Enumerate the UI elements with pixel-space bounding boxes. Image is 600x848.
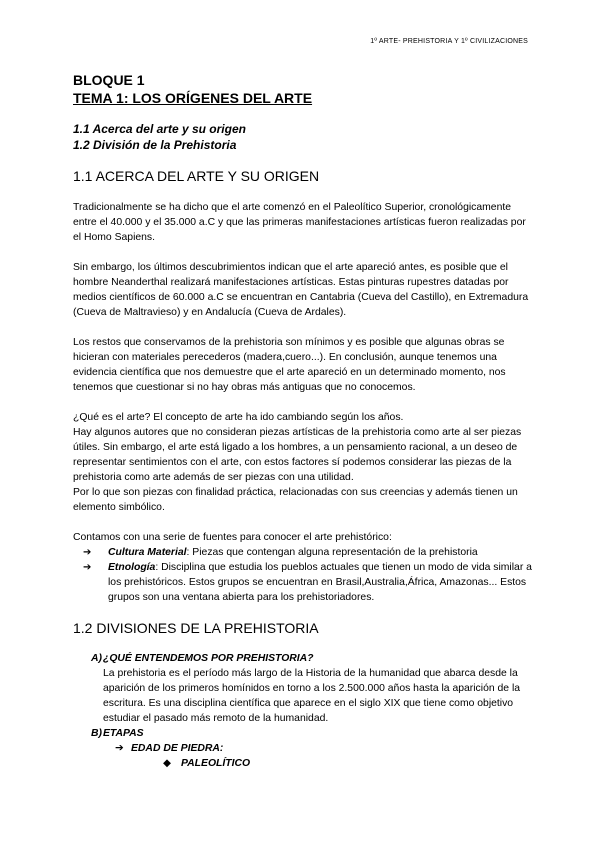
paragraph: Los restos que conservamos de la prehistoria son mínimos y es posible que algunas obras se hicieran con materiales perecederos (madera,cuero...). En conclusión, aunque tenemos una evidencia científica que nos demuestre que el arte apareció en un determinado momento, nos tenemos que cuestionar si no hay obras más antiguas que no conocemos.: [73, 337, 506, 393]
paragraph: ¿Qué es el arte? El concepto de arte ha ido cambiando según los años.: [73, 412, 404, 423]
source-term: Cultura Material: [108, 547, 187, 558]
subsection-title: ETAPAS: [103, 728, 144, 739]
paragraph: Sin embargo, los últimos descubrimientos indican que el arte apareció antes, es posible que el hombre Neanderthal realizará manifestaciones artísticas. Estas pinturas rupestres datadas por medios científicos de 60.000 a.C se encuentran en Cantabria (Cueva del Castillo), en Extremadura (Cueva de Maltravieso) y en Andalucía (Cueva de Ardales).: [73, 262, 529, 318]
bloque-title: BLOQUE 1: [73, 72, 145, 88]
tema-title: TEMA 1: LOS ORÍGENES DEL ARTE: [73, 90, 313, 106]
list-item: [73, 756, 533, 771]
running-header: 1º ARTE- PREHISTORIA Y 1º CIVILIZACIONES: [370, 38, 528, 45]
subsection-marker: A): [91, 653, 102, 664]
paragraph: Hay algunos autores que no consideran piezas artísticas de la prehistoria como arte al ser piezas útiles. Sin embargo, el arte está ligado a los hombres, a un pensamiento racional, a un deseo de representar sentimientos con el arte, con estos factores sí podemos considerar las piezas de la prehistoria como arte además de ser piezas con una utilidad.: [73, 427, 522, 483]
list-item: [73, 545, 533, 560]
edad-label: EDAD DE PIEDRA:: [131, 743, 224, 754]
source-text: : Piezas que contengan alguna representación de la prehistoria: [186, 547, 478, 558]
table-of-contents: [73, 121, 533, 153]
paragraph: Contamos con una serie de fuentes para conocer el arte prehistórico:: [73, 532, 392, 543]
paragraph: Por lo que son piezas con finalidad práctica, relacionadas con sus creencias y además tienen un elemento simbólico.: [73, 487, 518, 513]
list-item: [73, 741, 533, 756]
paleo-label: PALEOLÍTICO: [181, 758, 251, 769]
section-1-heading: 1.1 ACERCA DEL ARTE Y SU ORIGEN: [73, 168, 320, 184]
document-body: [73, 71, 533, 771]
toc-item: 1.2 División de la Prehistoria: [73, 138, 237, 152]
arrow-icon: ➔: [83, 547, 92, 558]
arrow-icon: ➔: [115, 743, 124, 754]
subsection-marker: B): [91, 728, 102, 739]
subsection-a: [73, 651, 533, 726]
section-2-heading: 1.2 DIVISIONES DE LA PREHISTORIA: [73, 620, 319, 636]
subsection-title: ¿QUÉ ENTENDEMOS POR PREHISTORIA?: [103, 653, 314, 664]
subsection-b: [73, 726, 533, 741]
diamond-icon: ◆: [163, 758, 171, 769]
paragraph: Tradicionalmente se ha dicho que el arte comenzó en el Paleolítico Superior, cronológicamente entre el 40.000 y el 35.000 a.C y que las primeras manifestaciones artísticas fueron realizadas por el Homo Sapiens.: [73, 202, 526, 243]
source-term: Etnología: [108, 562, 156, 573]
arrow-icon: ➔: [83, 562, 92, 573]
toc-item: 1.1 Acerca del arte y su origen: [73, 122, 246, 136]
paragraph: La prehistoria es el período más largo de la Historia de la humanidad que abarca desde la aparición de los primeros homínidos en torno a los 2.500.000 años hasta la aparición de la escritura. Es una disciplina científica que aparece en el siglo XIX que tiene como objetivo estudiar el pasado más remoto de la humanidad.: [103, 668, 521, 724]
sources-list: [73, 545, 533, 605]
source-text: : Disciplina que estudia los pueblos actuales que tienen un modo de vida similar a los prehistóricos. Estos grupos se encuentran en Brasil,Australia,África, Amazonas... Estos grupos son una ventana abierta para los prehistoriadores.: [108, 562, 532, 603]
list-item: [73, 560, 533, 605]
